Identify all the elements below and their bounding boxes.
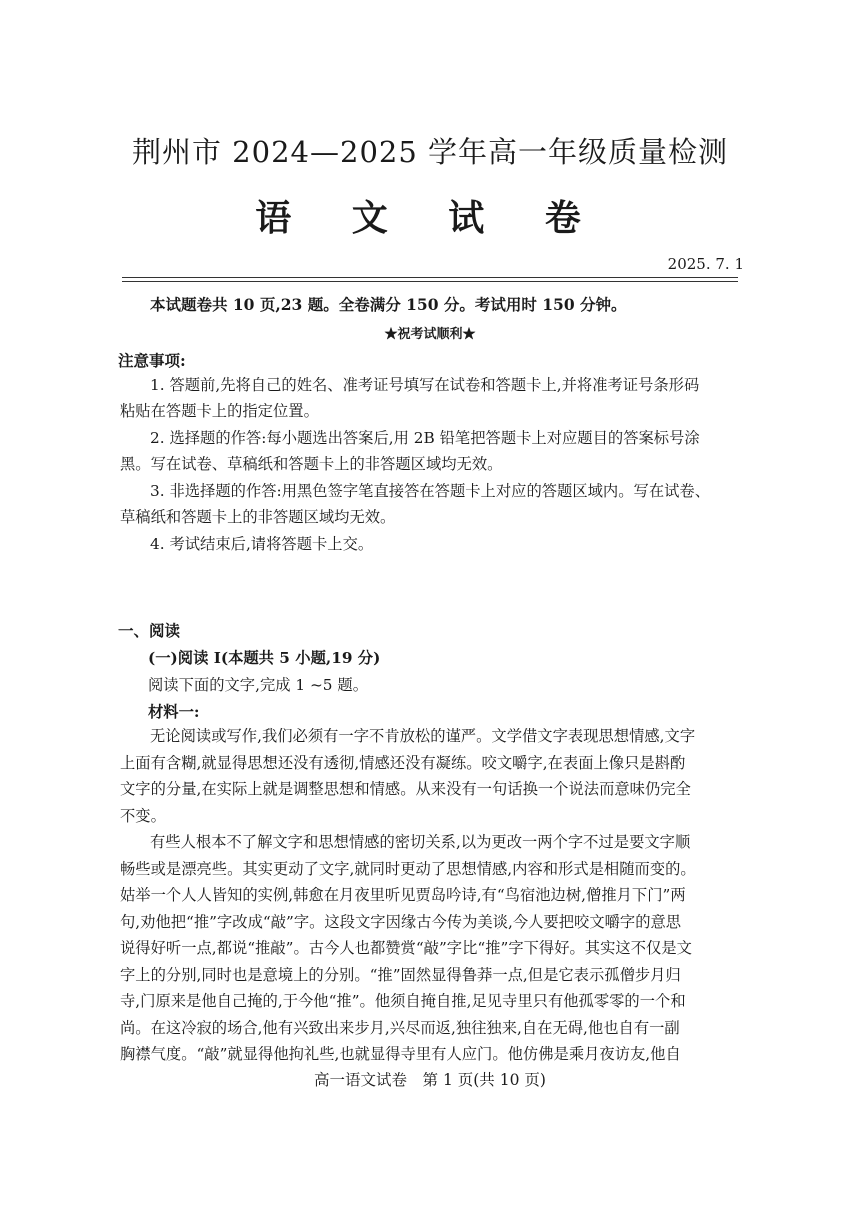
exam-date: 2025. 7. 1 — [667, 255, 744, 273]
passage-line: 字上的分别,同时也是意境上的分别。“推”固然显得鲁莽一点,但是它表示孤僧步月归 — [120, 965, 681, 984]
passage-line: 有些人根本不了解文字和思想情感的密切关系,以为更改一两个字不过是要文字顺 — [150, 833, 691, 851]
section-title: 一、阅读 — [118, 621, 181, 640]
passage-line: 上面有含糊,就显得思想还没有透彻,情感还没有凝练。咬文嚼字,在表面上像只是斟酌 — [120, 753, 686, 772]
passage-line: 无论阅读或写作,我们必须有一字不肯放松的谨严。文学借文字表现思想情感,文字 — [150, 727, 696, 745]
notice-line: 4. 考试结束后,请将答题卡上交。 — [150, 535, 374, 553]
header-rule-top — [122, 277, 738, 278]
header-rule-bottom — [122, 281, 738, 282]
notice-line: 草稿纸和答题卡上的非答题区域均无效。 — [120, 508, 396, 526]
passage-line: 畅些或是漂亮些。其实更动了文字,就同时更动了思想情感,内容和形式是相随而变的。 — [120, 859, 696, 878]
notice-title: 注意事项: — [118, 351, 186, 370]
reading-instruction: 阅读下面的文字,完成 1 ~5 题。 — [148, 676, 368, 694]
good-luck-banner: ★祝考试顺利★ — [384, 327, 476, 342]
notice-line: 2. 选择题的作答:每小题选出答案后,用 2B 铅笔把答题卡上对应题目的答案标号涂 — [150, 429, 700, 447]
notice-line: 粘贴在答题卡上的指定位置。 — [120, 402, 319, 420]
exam-title: 荆州市 2024—2025 学年高一年级质量检测 — [131, 135, 729, 169]
subsection-title: (一)阅读 I(本题共 5 小题,19 分) — [148, 649, 381, 667]
passage-line: 文字的分量,在实际上就是调整思想和情感。从来没有一句话换一个说法而意味仍完全 — [120, 780, 691, 798]
passage-line: 不变。 — [120, 806, 166, 825]
page-footer: 高一语文试卷 第 1 页(共 10 页) — [314, 1071, 546, 1089]
exam-subject-title: 语 文 试 卷 — [255, 197, 605, 239]
passage-line: 说得好听一点,都说“推敲”。古今人也都赞赏“敲”字比“推”字下得好。其实这不仅是文 — [120, 939, 692, 957]
passage-line: 句,劝他把“推”字改成“敲”字。这段文字因缘古今传为美谈,今人要把咬文嚼字的意思 — [120, 912, 682, 931]
notice-line: 黑。写在试卷、草稿纸和答题卡上的非答题区域均无效。 — [120, 455, 503, 473]
notice-line: 1. 答题前,先将自己的姓名、准考证号填写在试卷和答题卡上,并将准考证号条形码 — [150, 376, 700, 394]
passage-line: 尚。在这冷寂的场合,他有兴致出来步月,兴尽而返,独往独来,自在无碍,他也自有一副 — [120, 1018, 680, 1037]
exam-info: 本试题卷共 10 页,23 题。全卷满分 150 分。考试用时 150 分钟。 — [150, 295, 627, 314]
passage-line: 寺,门原来是他自己掩的,于今他“推”。他须自掩自推,足见寺里只有他孤零零的一个和 — [120, 992, 686, 1010]
notice-line: 3. 非选择题的作答:用黑色签字笔直接答在答题卡上对应的答题区域内。写在试卷、 — [150, 482, 711, 500]
passage-line: 姑举一个人人皆知的实例,韩愈在月夜里听见贾岛吟诗,有“鸟宿池边树,僧推月下门”两 — [120, 886, 686, 904]
passage-line: 胸襟气度。“敲”就显得他拘礼些,也就显得寺里有人应门。他仿佛是乘月夜访友,他自 — [120, 1045, 681, 1063]
material-label: 材料一: — [148, 703, 200, 721]
